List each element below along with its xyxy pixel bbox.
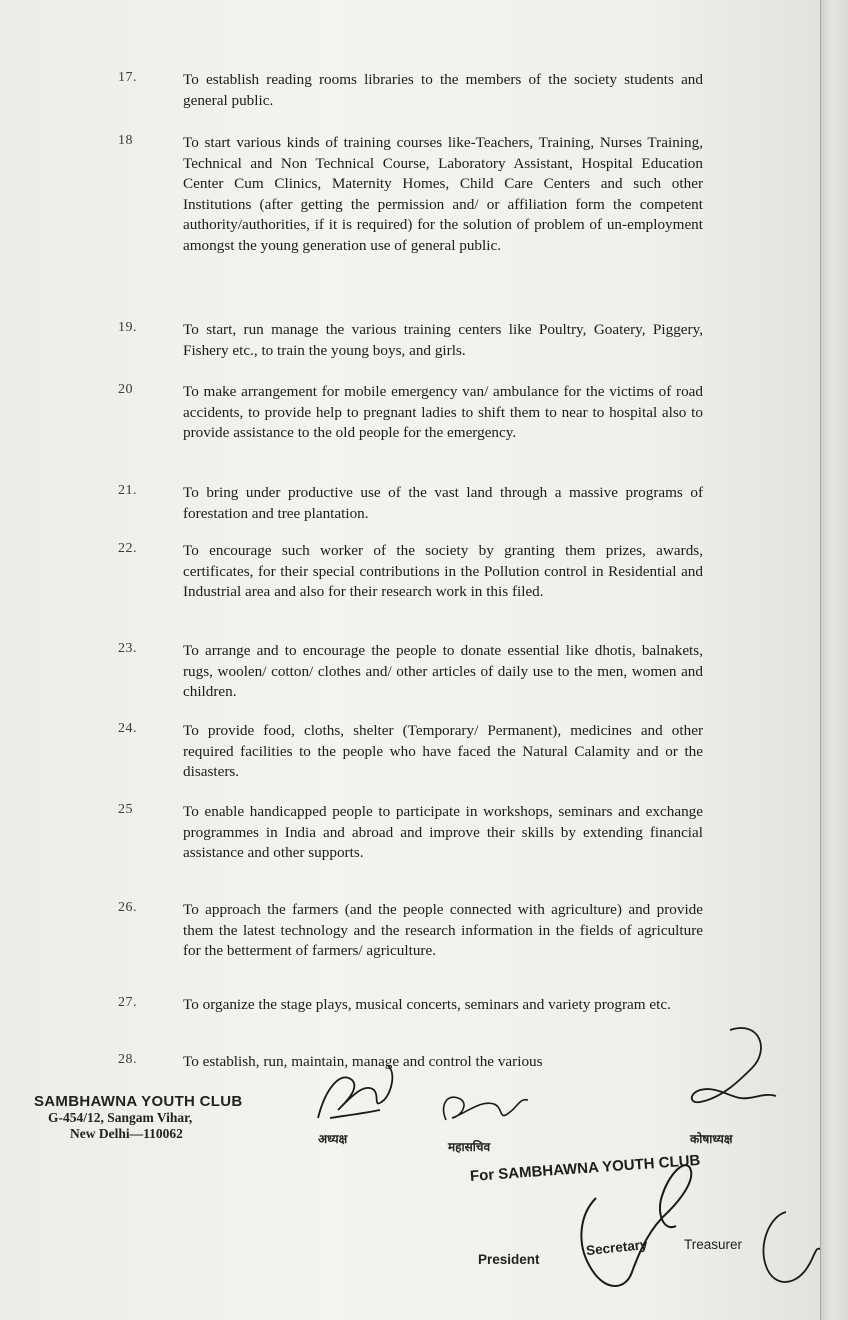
item-text: To approach the farmers (and the people connected with agriculture) and provide them the latest technology and the research information in the fields of agriculture for the betterment of farmers/ agriculture. [183, 901, 703, 959]
item-number: 25 [118, 802, 133, 817]
item-number: 26. [118, 900, 137, 915]
secretary-label: Secretary [585, 1236, 649, 1259]
item-number: 24. [118, 721, 137, 736]
item-number: 27. [118, 995, 137, 1010]
signature-secretary-bottom [581, 1165, 691, 1286]
item-text: To arrange and to encourage the people to donate essential like dhotis, balnakets, rugs, woolen/ cotton/ clothes and/ other articles of daily use to the men, women and children. [183, 642, 703, 700]
page-edge-shadow [820, 0, 848, 1320]
treasurer-label: Treasurer [684, 1237, 743, 1252]
item-text: To establish, run, maintain, manage and control the various [183, 1053, 543, 1070]
item-number: 19. [118, 320, 137, 335]
item-text: To make arrangement for mobile emergency van/ ambulance for the victims of road accidents, to provide help to pregnant ladies to shift them to near to hospital also to provide assistance to the old people for the emergency. [183, 383, 703, 441]
signature-treasurer-bottom [763, 1212, 820, 1282]
item-number: 20 [118, 382, 133, 397]
item-number: 23. [118, 641, 137, 656]
president-hindi-title: अध्यक्ष [318, 1132, 348, 1146]
secretary-hindi-title: महासचिव [448, 1140, 491, 1154]
item-number: 18 [118, 133, 133, 148]
item-number: 21. [118, 483, 137, 498]
stamp-address: G-454/12, Sangam Vihar, [48, 1110, 193, 1125]
president-label: President [478, 1252, 540, 1267]
item-text: To provide food, cloths, shelter (Temporary/ Permanent), medicines and other required facilities to the people who have faced the Natural Calamity and or the disasters. [183, 722, 703, 780]
stamp-club-name: SAMBHAWNA YOUTH CLUB [34, 1093, 243, 1110]
club-address-stamp [34, 1093, 243, 1142]
item-text: To encourage such worker of the society by granting them prizes, awards, certificates, for their special contributions in the Pollution control in Residential and Industrial area and also for their research work in this filed. [183, 542, 703, 600]
item-number: 28. [118, 1052, 137, 1067]
treasurer-hindi-title: कोषाध्यक्ष [690, 1132, 733, 1146]
for-club-stamp: For SAMBHAWNA YOUTH CLUB [469, 1151, 701, 1185]
signature-secretary-top [444, 1097, 528, 1120]
item-text: To enable handicapped people to participate in workshops, seminars and exchange programmes in India and abroad and improve their skills by extending financial assistance and other supports. [183, 803, 703, 861]
item-text: To establish reading rooms libraries to the members of the society students and general public. [183, 71, 703, 109]
signature-president-top [318, 1066, 392, 1118]
item-number: 22. [118, 541, 137, 556]
signature-treasurer-top [692, 1028, 776, 1102]
stamp-city: New Delhi—110062 [70, 1126, 183, 1141]
item-number: 17. [118, 70, 137, 85]
item-text: To start, run manage the various training centers like Poultry, Goatery, Piggery, Fishery etc., to train the young boys, and girls. [183, 321, 703, 359]
item-text: To bring under productive use of the vast land through a massive programs of forestation and tree plantation. [183, 484, 703, 522]
item-text: To start various kinds of training courses like-Teachers, Training, Nurses Training, Technical and Non Technical Course, Laboratory Assistant, Hospital Education Center Cum Clinics, Maternity Homes, Child Care Centers and such other Institutions (after getting the permission and/ or affiliation form the competent authority/authorities, if it is required) for the solution of problem of un-employment amongst the young generation use of general public. [183, 134, 703, 254]
item-text: To organize the stage plays, musical concerts, seminars and variety program etc. [183, 996, 671, 1013]
